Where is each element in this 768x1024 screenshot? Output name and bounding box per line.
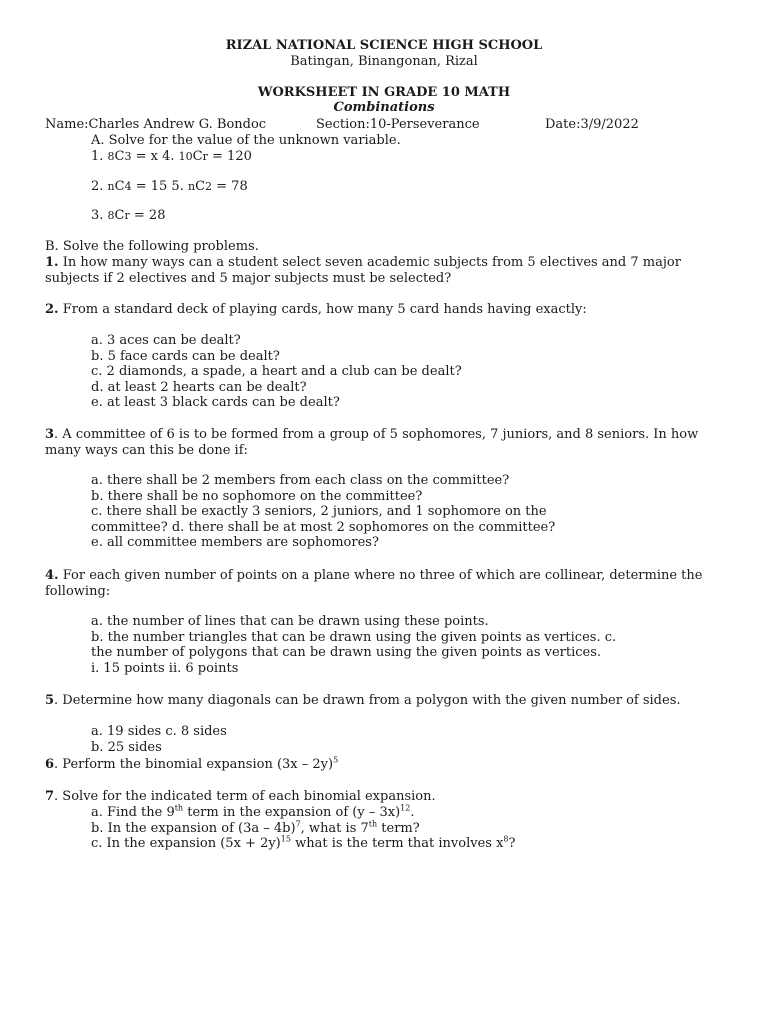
- student-section: Section:10-Perseverance: [316, 117, 480, 132]
- school-address: Batingan, Binangonan, Rizal: [290, 54, 478, 69]
- question-4: [45, 568, 735, 599]
- option-item: i. 15 points ii. 6 points: [91, 660, 239, 676]
- option-item: the number of polygons that can be drawn using the given points as vertices.: [91, 645, 602, 661]
- question-number: 1.: [45, 255, 59, 270]
- part-a-line-1: 1. 8C3 = x 4. 10Cr = 120: [91, 149, 252, 164]
- question-7-options: [91, 805, 741, 852]
- part-b-heading: B. Solve the following problems.: [45, 239, 259, 254]
- question-text: In how many ways can a student select seven academic subjects from 5 electives and 7 major subjects if 2 electives and 5 major subjects must be selected?: [45, 255, 681, 286]
- question-2: [45, 302, 735, 318]
- question-5-options: [91, 724, 741, 755]
- option-item: a. the number of lines that can be drawn using these points.: [91, 614, 489, 629]
- option-item: e. at least 3 black cards can be dealt?: [91, 395, 340, 411]
- student-name: Name:Charles Andrew G. Bondoc: [45, 117, 267, 132]
- worksheet-subtitle: Combinations: [333, 100, 435, 115]
- question-3: [45, 427, 735, 458]
- option-item: b. there shall be no sophomore on the committee?: [91, 488, 423, 504]
- question-4-options: [91, 614, 741, 676]
- worksheet-date: Date:3/9/2022: [545, 117, 639, 132]
- school-name: RIZAL NATIONAL SCIENCE HIGH SCHOOL: [225, 38, 543, 53]
- question-text: For each given number of points on a plane where no three of which are collinear, determine the following:: [45, 568, 703, 599]
- option-item: d. at least 2 hearts can be dealt?: [91, 379, 307, 395]
- question-3-options: [91, 473, 741, 551]
- option-item: b. 25 sides: [91, 739, 162, 755]
- question-text: . Determine how many diagonals can be drawn from a polygon with the given number of sides.: [54, 693, 681, 708]
- question-1: [45, 255, 735, 286]
- part-a-line-3: 3. 8Cr = 28: [91, 208, 166, 223]
- option-item: e. all committee members are sophomores?: [91, 535, 379, 551]
- question-number: 5: [45, 693, 55, 708]
- question-5: [45, 693, 735, 709]
- option-item-a: a. Find the 9th term in the expansion of (y – 3x)$^{12}$.: [91, 803, 415, 820]
- question-number: 7: [45, 789, 55, 804]
- student-info-row: [45, 117, 735, 133]
- option-item-b: b. In the expansion of (3a – 4b)$^7$, what is 7th term?: [91, 819, 420, 836]
- exponent: 5: [333, 755, 339, 765]
- question-number: 3: [45, 427, 55, 442]
- question-text: . A committee of 6 is to be formed from a group of 5 sophomores, 7 juniors, and 8 seniors. In how many ways can this be done if:: [45, 427, 699, 458]
- part-a-heading: A. Solve for the value of the unknown variable.: [91, 133, 401, 148]
- question-number: 2.: [45, 302, 59, 317]
- part-a-line-2: 2. nC4 = 15 5. nC2 = 78: [91, 179, 248, 194]
- option-item: b. 5 face cards can be dealt?: [91, 348, 280, 364]
- option-item: c. 2 diamonds, a spade, a heart and a club can be dealt?: [91, 364, 462, 380]
- question-text: . Solve for the indicated term of each binomial expansion.: [54, 789, 436, 804]
- question-2-options: [91, 333, 741, 411]
- option-item: a. there shall be 2 members from each class on the committee?: [91, 473, 510, 488]
- question-number: 4.: [45, 568, 59, 583]
- option-item: a. 3 aces can be dealt?: [91, 333, 241, 348]
- option-item: b. the number triangles that can be drawn using the given points as vertices. c.: [91, 629, 617, 645]
- option-item-c: c. In the expansion $(5x + 2y)^{15}$ what is the term that involves $x^8$?: [91, 834, 516, 852]
- question-number: 6: [45, 757, 55, 772]
- question-7: [45, 789, 735, 805]
- option-item: c. there shall be exactly 3 seniors, 2 juniors, and 1 sophomore on the: [91, 504, 547, 520]
- option-item: committee? d. there shall be at most 2 sophomores on the committee?: [91, 519, 556, 535]
- question-6: [45, 757, 735, 773]
- worksheet-title: WORKSHEET IN GRADE 10 MATH: [257, 85, 511, 100]
- question-text: From a standard deck of playing cards, how many 5 card hands having exactly:: [58, 302, 587, 317]
- option-item: a. 19 sides c. 8 sides: [91, 724, 227, 739]
- question-text: . Perform the binomial expansion (3x – 2y): [54, 757, 334, 772]
